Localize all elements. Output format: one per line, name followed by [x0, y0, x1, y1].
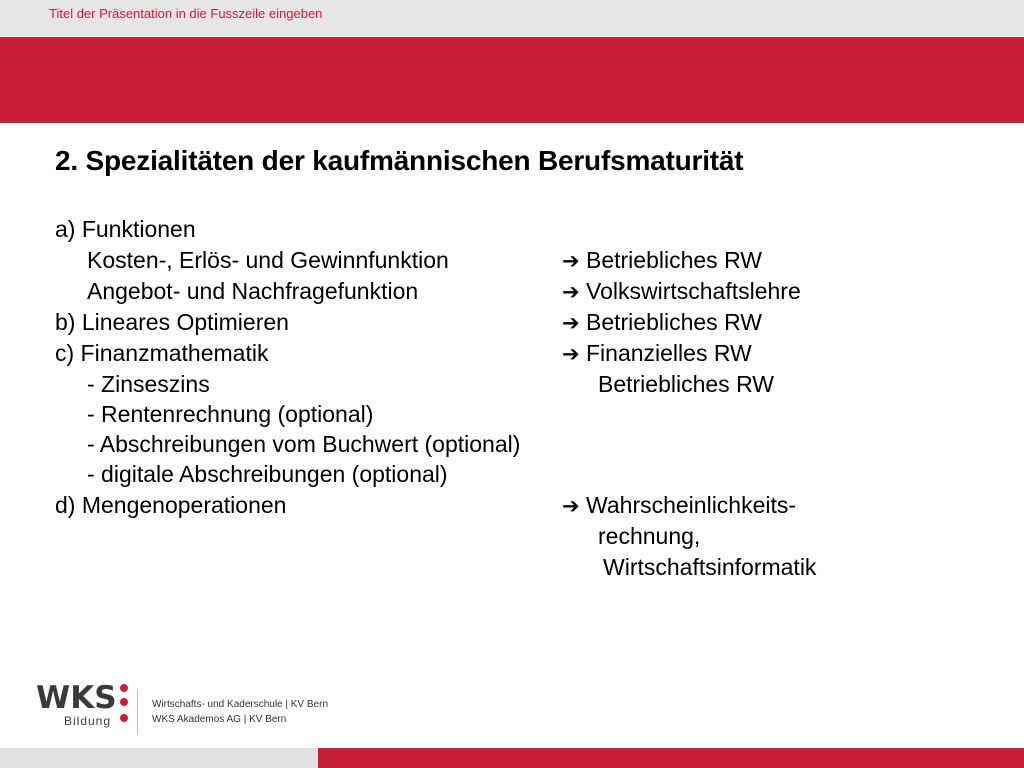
arrow-right-icon: ➔: [562, 311, 580, 335]
item-d-target-cont-1: rechnung,: [598, 523, 701, 549]
logo-subtitle: Bildung: [64, 714, 112, 728]
target-label: Betriebliches RW: [586, 247, 762, 273]
item-a-1: Kosten-, Erlös- und Gewinnfunktion: [87, 247, 449, 273]
item-c-target: [562, 338, 752, 369]
bottom-gray-bar: [0, 748, 318, 768]
arrow-right-icon: ➔: [562, 494, 580, 518]
item-b-target: [562, 307, 762, 338]
footer-title-placeholder: Titel der Präsentation in die Fusszeile eingeben: [49, 6, 323, 21]
header-red-band: [0, 37, 1024, 123]
item-c-1-target: Betriebliches RW: [598, 371, 774, 397]
target-label: Betriebliches RW: [586, 309, 762, 335]
item-c-1: - Zinseszins: [87, 371, 210, 397]
arrow-right-icon: ➔: [562, 249, 580, 273]
target-label: Finanzielles RW: [586, 340, 752, 366]
item-b-heading: b) Lineares Optimieren: [55, 309, 289, 335]
logo-divider: [137, 690, 138, 734]
org-line-1: Wirtschafts- und Kaderschule | KV Bern: [152, 699, 329, 710]
item-a-1-target: [562, 245, 762, 276]
org-line-2: WKS Akademos AG | KV Bern: [152, 714, 287, 725]
logo-dots-icon: [120, 684, 128, 724]
item-c-2: - Rentenrechnung (optional): [87, 401, 374, 427]
arrow-right-icon: ➔: [562, 280, 580, 304]
item-c-3: - Abschreibungen vom Buchwert (optional): [87, 431, 521, 457]
item-a-2: Angebot- und Nachfragefunktion: [87, 278, 419, 304]
item-a-heading: a) Funktionen: [55, 216, 196, 242]
target-label: Volkswirtschaftslehre: [586, 278, 801, 304]
item-c-heading: c) Finanzmathematik: [55, 340, 269, 366]
logo-wordmark: WKS: [36, 680, 117, 716]
item-a-2-target: [562, 276, 801, 307]
bottom-red-bar: [318, 748, 1024, 768]
item-c-4: - digitale Abschreibungen (optional): [87, 461, 448, 487]
slide-title: 2. Spezialitäten der kaufmännischen Berufsmaturität: [55, 145, 744, 176]
top-bar: [0, 0, 1024, 36]
item-d-target-cont-2: Wirtschaftsinformatik: [603, 554, 817, 580]
item-d-heading: d) Mengenoperationen: [55, 492, 287, 518]
item-d-target: [562, 490, 796, 521]
target-label: Wahrscheinlichkeits-: [586, 492, 797, 518]
arrow-right-icon: ➔: [562, 342, 580, 366]
